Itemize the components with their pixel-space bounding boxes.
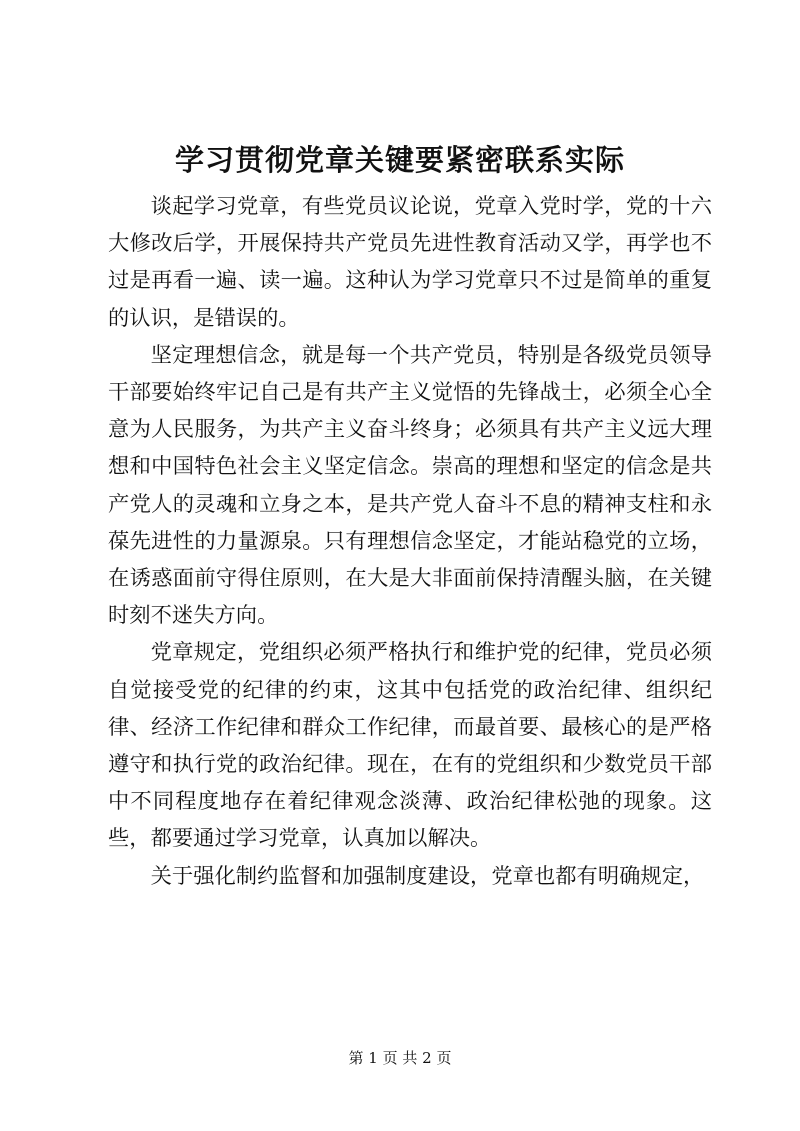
paragraph-3: 党章规定，党组织必须严格执行和维护党的纪律，党员必须自觉接受党的纪律的约束，这其中包括党的政治纪律、组织纪律、经济工作纪律和群众工作纪律，而最首要、最核心的是严格遵守和执行党的政治纪律。现在，在有的党组织和少数党员干部中不同程度地存在着纪律观念淡薄、政治纪律松弛的现象。这些，都要通过学习党章，认真加以解决。 xyxy=(108,640,712,852)
document-body xyxy=(108,188,712,895)
paragraph-2: 坚定理想信念，就是每一个共产党员，特别是各级党员领导干部要始终牢记自己是有共产主义觉悟的先锋战士，必须全心全意为人民服务，为共产主义奋斗终身；必须具有共产主义远大理想和中国特色社会主义坚定信念。崇高的理想和坚定的信念是共产党人的灵魂和立身之本，是共产党人奋斗不息的精神支柱和永葆先进性的力量源泉。只有理想信念坚定，才能站稳党的立场，在诱惑面前守得住原则，在大是大非面前保持清醒头脑，在关键时刻不迷失方向。 xyxy=(108,342,712,629)
paragraph-1: 谈起学习党章，有些党员议论说，党章入党时学，党的十六大修改后学，开展保持共产党员先进性教育活动又学，再学也不过是再看一遍、读一遍。这种认为学习党章只不过是简单的重复的认识，是错误的。 xyxy=(108,194,712,331)
paragraph-4: 关于强化制约监督和加强制度建设，党章也都有明确规定， xyxy=(150,863,705,889)
document-title: 学习贯彻党章关键要紧密联系实际 xyxy=(174,143,625,177)
page-number-footer: 第 1 页 共 2 页 xyxy=(348,1049,452,1067)
